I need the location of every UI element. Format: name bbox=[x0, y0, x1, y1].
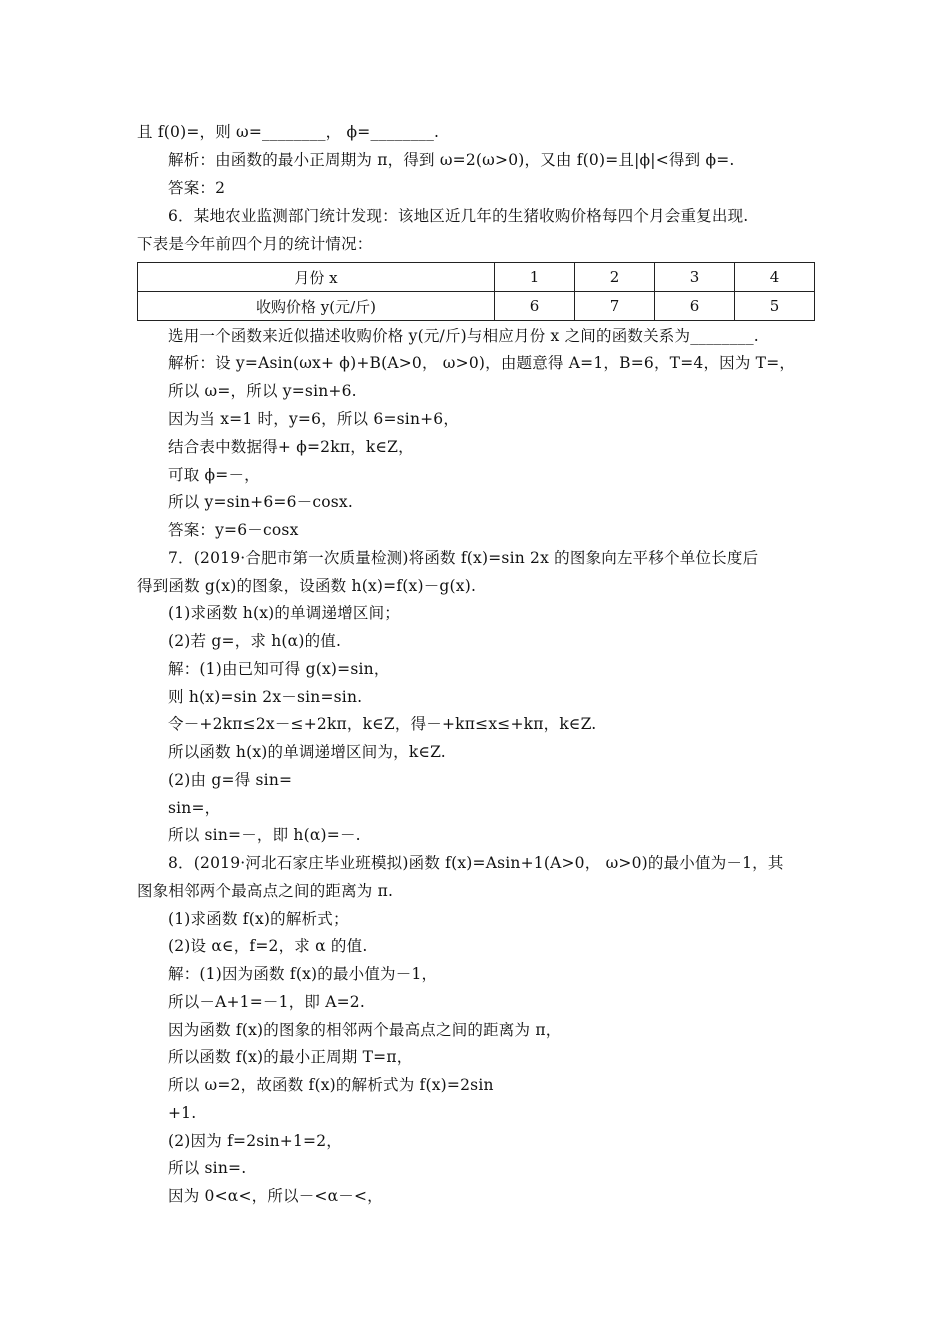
text-line: 解：(1)因为函数 f(x)的最小值为－1， bbox=[168, 965, 438, 983]
text-line: 所以函数 h(x)的单调递增区间为，k∈Z. bbox=[168, 743, 446, 761]
table-row bbox=[138, 292, 815, 321]
text-line: +1. bbox=[168, 1104, 197, 1122]
text-line: 所以 y=sin+6=6－cosx. bbox=[168, 493, 353, 511]
text-line: 得到函数 g(x)的图象，设函数 h(x)=f(x)－g(x). bbox=[137, 577, 477, 595]
text-line: 所以 ω=，所以 y=sin+6. bbox=[168, 382, 357, 400]
text-line: sin=， bbox=[168, 799, 221, 817]
problem-7-heading: 7．(2019·合肥市第一次质量检测)将函数 f(x)=sin 2x 的图象向左平移个单位长度后 bbox=[168, 549, 759, 567]
text-line: (1)求函数 h(x)的单调递增区间； bbox=[168, 604, 401, 622]
text-line: 所以函数 f(x)的最小正周期 T=π， bbox=[168, 1048, 413, 1066]
table-cell: 6 bbox=[655, 292, 735, 321]
text-line: 因为函数 f(x)的图象的相邻两个最高点之间的距离为 π， bbox=[168, 1021, 562, 1039]
text-line: 选用一个函数来近似描述收购价格 y(元/斤)与相应月份 x 之间的函数关系为________. bbox=[168, 327, 759, 345]
table-cell: 3 bbox=[655, 263, 735, 292]
text-line: 因为 0<α<，所以－<α－<， bbox=[168, 1187, 383, 1205]
table-cell: 月份 x bbox=[138, 263, 495, 292]
text-line: 所以 ω=2，故函数 f(x)的解析式为 f(x)=2sin bbox=[168, 1076, 494, 1094]
table-cell: 6 bbox=[495, 292, 575, 321]
table-row bbox=[138, 263, 815, 292]
text-line: 结合表中数据得+ ϕ=2kπ，k∈Z， bbox=[168, 438, 414, 456]
text-line: 解：(1)由已知可得 g(x)=sin， bbox=[168, 660, 390, 678]
text-line: (2)因为 f=2sin+1=2， bbox=[168, 1132, 342, 1150]
text-line: 可取 ϕ=－， bbox=[168, 466, 260, 484]
table-cell: 5 bbox=[735, 292, 815, 321]
text-line: 解析：由函数的最小正周期为 π，得到 ω=2(ω>0)，又由 f(0)=且|ϕ|<得到 ϕ=. bbox=[168, 151, 735, 169]
text-line: 且 f(0)=，则 ω=________， ϕ=________. bbox=[137, 123, 440, 141]
text-line: (2)由 g=得 sin= bbox=[168, 771, 293, 789]
text-line: 则 h(x)=sin 2x－sin=sin. bbox=[168, 688, 363, 706]
text-line: 所以 sin=－，即 h(α)=－. bbox=[168, 826, 361, 844]
problem-8-heading: 8．(2019·河北石家庄毕业班模拟)函数 f(x)=Asin+1(A>0， ω>0)的最小值为－1，其 bbox=[168, 854, 784, 872]
table-cell: 1 bbox=[495, 263, 575, 292]
table-cell: 7 bbox=[575, 292, 655, 321]
text-line: 解析：设 y=Asin(ωx+ ϕ)+B(A>0， ω>0)，由题意得 A=1，B=6，T=4，因为 T=， bbox=[168, 354, 796, 372]
text-line: 因为当 x=1 时，y=6，所以 6=sin+6， bbox=[168, 410, 460, 428]
table-cell: 收购价格 y(元/斤) bbox=[138, 292, 495, 321]
text-line: (2)若 g=，求 h(α)的值. bbox=[168, 632, 342, 650]
text-line: (2)设 α∈，f=2，求 α 的值. bbox=[168, 937, 368, 955]
text-line: 答案：y=6－cosx bbox=[168, 521, 299, 539]
text-line: 答案：2 bbox=[168, 179, 226, 197]
table-cell: 4 bbox=[735, 263, 815, 292]
table-cell: 2 bbox=[575, 263, 655, 292]
text-line: 所以 sin=. bbox=[168, 1159, 247, 1177]
text-line: 下表是今年前四个月的统计情况： bbox=[137, 235, 373, 253]
text-line: 图象相邻两个最高点之间的距离为 π. bbox=[137, 882, 394, 900]
problem-6-heading: 6．某地农业监测部门统计发现：该地区近几年的生猪收购价格每四个月会重复出现. bbox=[168, 207, 749, 225]
text-line: 所以－A+1=－1，即 A=2. bbox=[168, 993, 365, 1011]
text-line: 令－+2kπ≤2x－≤+2kπ，k∈Z，得－+kπ≤x≤+kπ，k∈Z. bbox=[168, 715, 597, 733]
text-line: (1)求函数 f(x)的解析式； bbox=[168, 910, 349, 928]
price-table bbox=[137, 262, 815, 321]
